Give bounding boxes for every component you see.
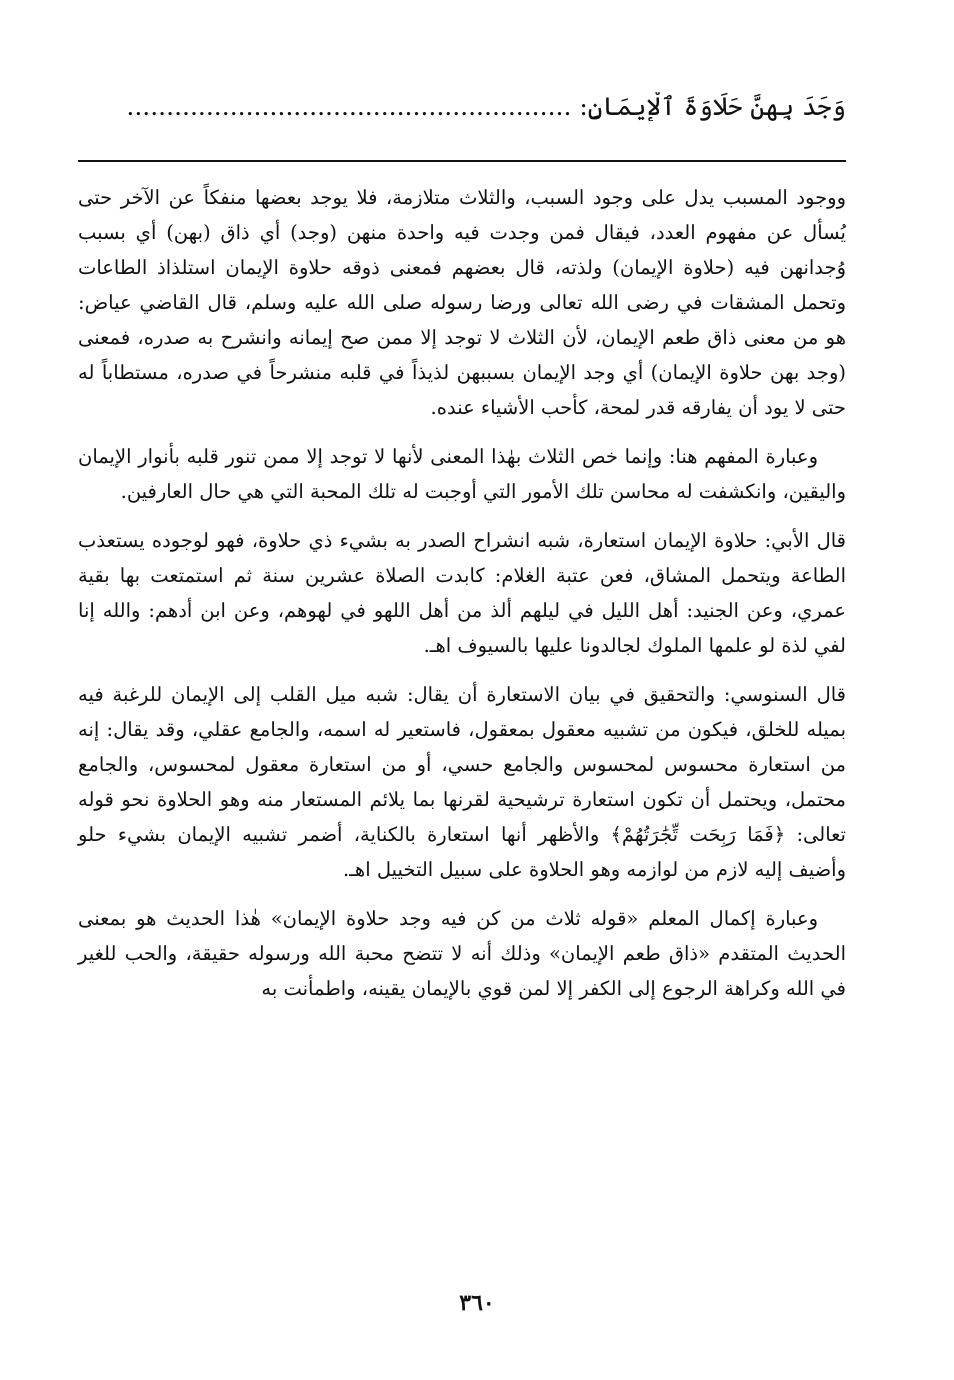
running-head: وَجَدَ بِهِنَّ حَلَاوَةَ ٱلْإِيمَانِ: ........................................................ — [126, 92, 846, 121]
paragraph: وعبارة المفهم هنا: وإنما خص الثلاث بهٰذا المعنى لأنها لا توجد إلا ممن تنور قلبه بأنوار الإيمان واليقين، وانكشفت له محاسن تلك الأمور التي أوجبت له تلك المحبة التي هي حال العارفين. — [78, 445, 846, 503]
header-rule — [78, 160, 846, 162]
paragraph: وعبارة إكمال المعلم «قوله ثلاث من كن فيه وجد حلاوة الإيمان» هٰذا الحديث هو بمعنى الحديث المتقدم «ذاق طعم الإيمان» وذلك أنه لا تتضح محبة الله ورسوله حقيقة، والحب للغير في الله وكراهة الرجوع إلى الكفر إلا لمن قوي بالإيمان يقينه، واطمأنت به — [78, 907, 846, 1000]
paragraph: قال الأبي: حلاوة الإيمان استعارة، شبه انشراح الصدر به بشيء ذي حلاوة، فهو لوجوده يستعذب الطاعة ويتحمل المشاق، فعن عتبة الغلام: كابدت الصلاة عشرين سنة ثم استمتعت بها بقية عمري، وعن الجنيد: أهل الليل في ليلهم ألذ من أهل اللهو في لهوهم، وعن ابن أدهم: والله إنا لفي لذة لو علمها الملوك لجالدونا عليها بالسيوف اهـ. — [78, 529, 846, 657]
body-text — [78, 180, 846, 1020]
paragraph: ووجود المسبب يدل على وجود السبب، والثلاث متلازمة، فلا يوجد بعضها منفكاً عن الآخر حتى يُسأل عن مفهوم العدد، فيقال فمن وجدت فيه واحدة منهن (وجد) أي ذاق (بهن) أي بسبب وُجدانهن فيه (حلاوة الإيمان) ولذته، قال بعضهم فمعنى ذوقه حلاوة الإيمان استلذاذ الطاعات وتحمل المشقات في رضى الله تعالى ورضا رسوله صلى الله عليه وسلم، قال القاضي عياض: هو من معنى ذاق طعم الإيمان، لأن الثلاث لا توجد إلا ممن صح إيمانه وانشرح به صدره، فمعنى (وجد بهن حلاوة الإيمان) أي وجد الإيمان بسببهن لذيذاً في قلبه منشرحاً في صدره، مستطاباً له حتى لا يود أن يفارقه قدر لمحة، كأحب الأشياء عنده. — [78, 186, 846, 419]
paragraph: قال السنوسي: والتحقيق في بيان الاستعارة أن يقال: شبه ميل القلب إلى الإيمان للرغبة فيه بميله للخلق، فيكون من تشبيه معقول بمعقول، فاستعير له اسمه، والجامع عقلي، وقد يقال: إنه من استعارة محسوس لمحسوس والجامع حسي، أو من استعارة معقول لمحسوس، والجامع محتمل، ويحتمل أن تكون استعارة ترشيحية لقرنها بما يلائم المستعار منه وهو الحلاوة نحو قوله تعالى: ﴿فَمَا رَبِحَت تِّجَٰرَتُهُمْ﴾ والأظهر أنها استعارة بالكناية، أضمر تشبيه الإيمان بشيء حلو وأضيف إليه لازم من لوازمه وهو الحلاوة على سبيل التخييل اهـ. — [78, 683, 846, 881]
page-number: ٣٦٠ — [459, 1290, 495, 1316]
